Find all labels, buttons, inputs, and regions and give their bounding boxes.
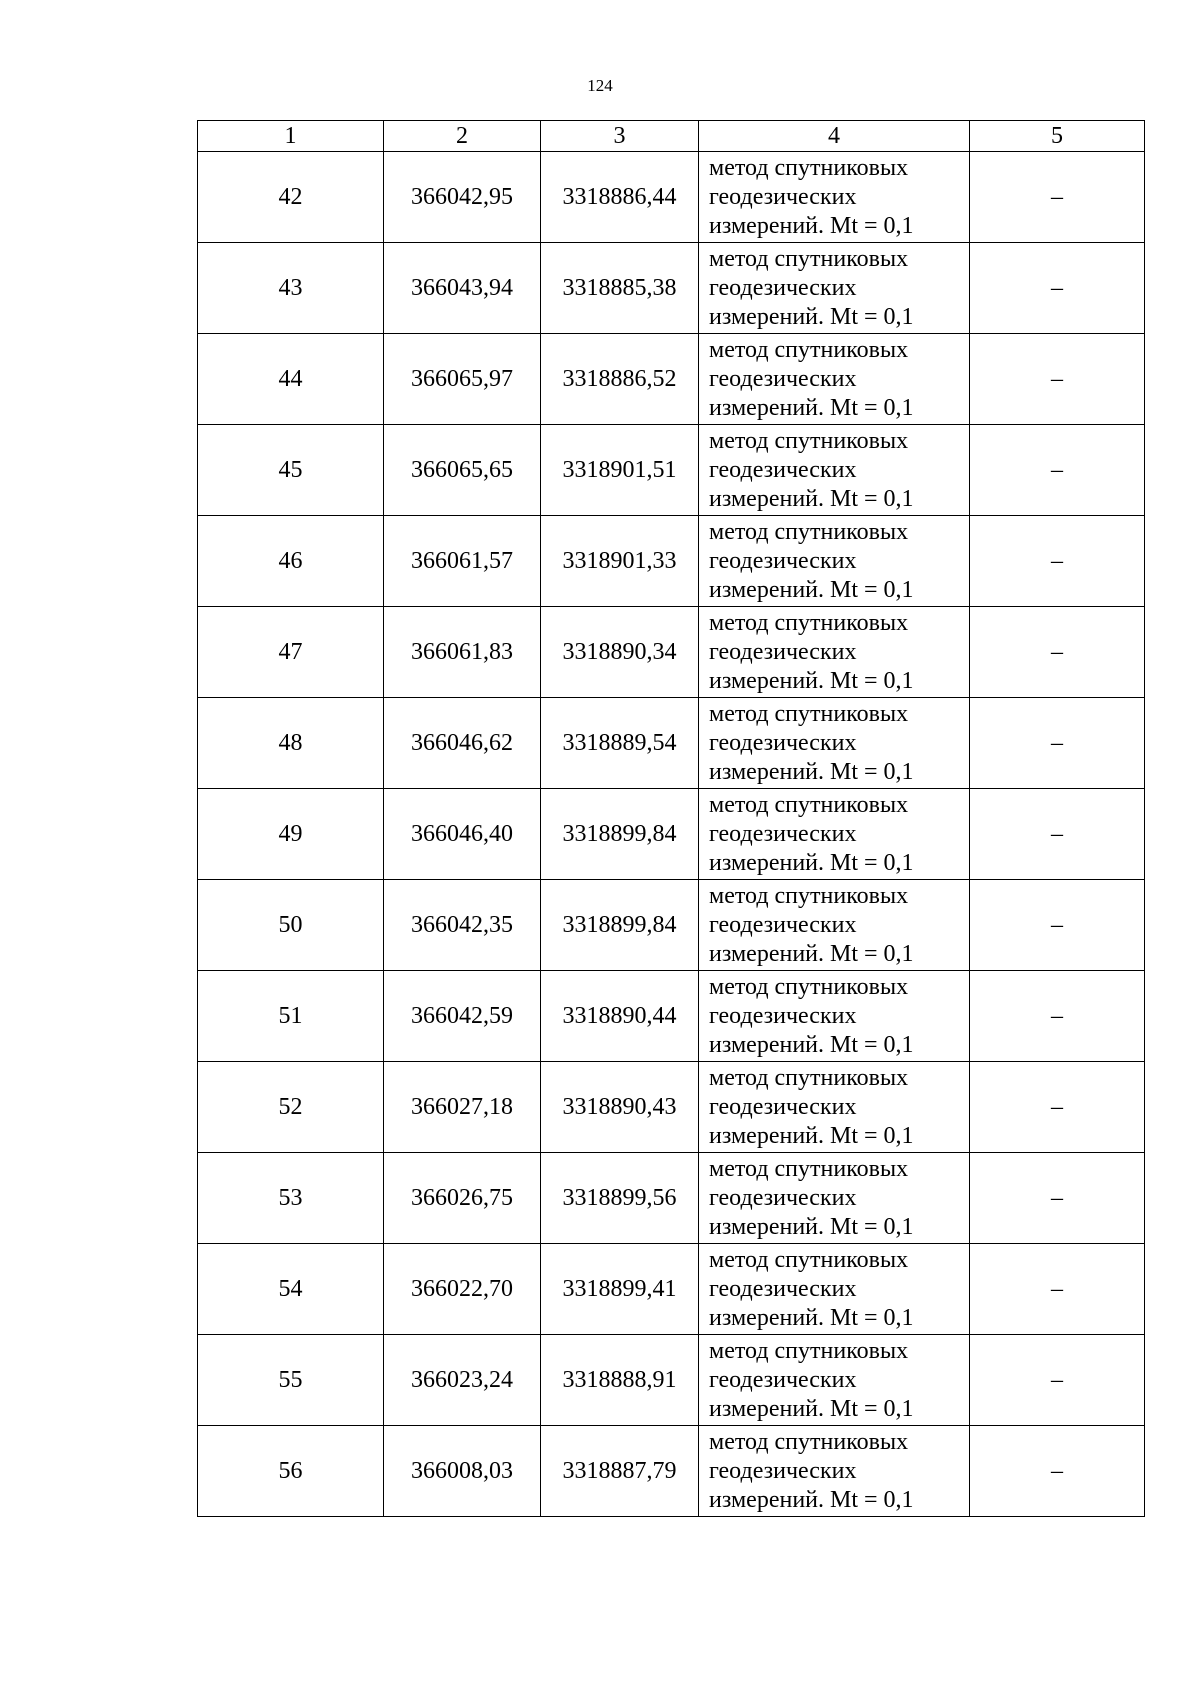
y-coordinate-cell: 3318886,44 [541,152,699,243]
y-coordinate-cell: 3318889,54 [541,698,699,789]
y-coordinate-cell: 3318899,41 [541,1244,699,1335]
table-row [198,1153,1145,1244]
header-cell-5: 5 [970,121,1145,152]
method-text-line: геодезических [709,820,857,847]
point-number-cell: 45 [198,425,384,516]
y-coordinate-cell: 3318899,84 [541,880,699,971]
y-coordinate-cell: 3318887,79 [541,1426,699,1517]
table-row [198,425,1145,516]
y-coordinate-cell: 3318899,84 [541,789,699,880]
method-text-line: геодезических [709,365,857,392]
y-coordinate-cell: 3318901,33 [541,516,699,607]
table-row [198,516,1145,607]
method-text-line: измерений. Mt = 0,1 [709,667,914,694]
method-text-line: метод спутниковых [709,336,909,363]
x-coordinate-cell: 366043,94 [384,243,541,334]
method-text-line: измерений. Mt = 0,1 [709,303,914,330]
y-coordinate-cell: 3318890,34 [541,607,699,698]
x-coordinate-cell: 366061,57 [384,516,541,607]
note-cell: – [970,516,1145,607]
x-coordinate-cell: 366026,75 [384,1153,541,1244]
method-text-line: измерений. Mt = 0,1 [709,212,914,239]
header-cell-3: 3 [541,121,699,152]
method-text-line: измерений. Mt = 0,1 [709,758,914,785]
point-number-cell: 49 [198,789,384,880]
note-cell: – [970,1062,1145,1153]
y-coordinate-cell: 3318886,52 [541,334,699,425]
method-text-line: измерений. Mt = 0,1 [709,1031,914,1058]
note-cell: – [970,1244,1145,1335]
method-text-line: метод спутниковых [709,1337,909,1364]
point-number-cell: 55 [198,1335,384,1426]
method-text-line: метод спутниковых [709,245,909,272]
note-cell: – [970,880,1145,971]
method-cell [699,516,970,607]
method-text-line: метод спутниковых [709,1428,909,1455]
x-coordinate-cell: 366022,70 [384,1244,541,1335]
table-row [198,152,1145,243]
coordinates-table [197,120,1145,1517]
y-coordinate-cell: 3318890,43 [541,1062,699,1153]
method-text-line: измерений. Mt = 0,1 [709,1304,914,1331]
method-text-line: геодезических [709,1457,857,1484]
method-text-line: измерений. Mt = 0,1 [709,576,914,603]
x-coordinate-cell: 366042,95 [384,152,541,243]
method-text-line: измерений. Mt = 0,1 [709,849,914,876]
point-number-cell: 54 [198,1244,384,1335]
method-cell [699,698,970,789]
table-body [198,152,1145,1517]
header-cell-2: 2 [384,121,541,152]
x-coordinate-cell: 366046,62 [384,698,541,789]
x-coordinate-cell: 366023,24 [384,1335,541,1426]
table-row [198,334,1145,425]
method-cell [699,425,970,516]
x-coordinate-cell: 366061,83 [384,607,541,698]
point-number-cell: 43 [198,243,384,334]
note-cell: – [970,1335,1145,1426]
y-coordinate-cell: 3318901,51 [541,425,699,516]
method-cell [699,152,970,243]
method-text-line: измерений. Mt = 0,1 [709,485,914,512]
x-coordinate-cell: 366042,59 [384,971,541,1062]
method-cell [699,971,970,1062]
method-text-line: измерений. Mt = 0,1 [709,1213,914,1240]
note-cell: – [970,698,1145,789]
point-number-cell: 42 [198,152,384,243]
note-cell: – [970,334,1145,425]
point-number-cell: 48 [198,698,384,789]
note-cell: – [970,1153,1145,1244]
method-text-line: метод спутниковых [709,518,909,545]
method-text-line: измерений. Mt = 0,1 [709,394,914,421]
table-row [198,1335,1145,1426]
x-coordinate-cell: 366027,18 [384,1062,541,1153]
method-text-line: геодезических [709,1184,857,1211]
method-text-line: геодезических [709,638,857,665]
method-cell [699,1062,970,1153]
header-cell-1: 1 [198,121,384,152]
table-row [198,243,1145,334]
method-text-line: геодезических [709,1366,857,1393]
method-text-line: метод спутниковых [709,609,909,636]
method-text-line: метод спутниковых [709,700,909,727]
method-text-line: метод спутниковых [709,1155,909,1182]
point-number-cell: 51 [198,971,384,1062]
note-cell: – [970,152,1145,243]
note-cell: – [970,789,1145,880]
method-cell [699,243,970,334]
x-coordinate-cell: 366042,35 [384,880,541,971]
method-text-line: геодезических [709,183,857,210]
point-number-cell: 44 [198,334,384,425]
note-cell: – [970,607,1145,698]
y-coordinate-cell: 3318890,44 [541,971,699,1062]
table-row [198,1062,1145,1153]
method-text-line: метод спутниковых [709,1246,909,1273]
method-text-line: измерений. Mt = 0,1 [709,1122,914,1149]
method-text-line: измерений. Mt = 0,1 [709,940,914,967]
method-text-line: геодезических [709,1275,857,1302]
method-text-line: метод спутниковых [709,1064,909,1091]
method-text-line: измерений. Mt = 0,1 [709,1486,914,1513]
method-text-line: геодезических [709,456,857,483]
method-cell [699,880,970,971]
page-number: 124 [587,76,613,95]
y-coordinate-cell: 3318899,56 [541,1153,699,1244]
method-text-line: измерений. Mt = 0,1 [709,1395,914,1422]
method-cell [699,607,970,698]
x-coordinate-cell: 366065,65 [384,425,541,516]
note-cell: – [970,425,1145,516]
y-coordinate-cell: 3318888,91 [541,1335,699,1426]
method-text-line: метод спутниковых [709,427,909,454]
table-row [198,880,1145,971]
method-cell [699,334,970,425]
note-cell: – [970,971,1145,1062]
method-cell [699,789,970,880]
note-cell: – [970,1426,1145,1517]
table-row [198,698,1145,789]
table-row [198,607,1145,698]
method-cell [699,1335,970,1426]
method-text-line: геодезических [709,547,857,574]
point-number-cell: 46 [198,516,384,607]
header-cell-4: 4 [699,121,970,152]
method-cell [699,1153,970,1244]
table-row [198,1244,1145,1335]
point-number-cell: 53 [198,1153,384,1244]
method-text-line: метод спутниковых [709,973,909,1000]
method-text-line: геодезических [709,911,857,938]
note-cell: – [970,243,1145,334]
method-text-line: геодезических [709,1093,857,1120]
point-number-cell: 52 [198,1062,384,1153]
method-cell [699,1244,970,1335]
method-text-line: метод спутниковых [709,154,909,181]
header-row [198,121,1145,152]
point-number-cell: 47 [198,607,384,698]
point-number-cell: 56 [198,1426,384,1517]
method-cell [699,1426,970,1517]
table-row [198,1426,1145,1517]
point-number-cell: 50 [198,880,384,971]
method-text-line: геодезических [709,1002,857,1029]
y-coordinate-cell: 3318885,38 [541,243,699,334]
x-coordinate-cell: 366046,40 [384,789,541,880]
table-row [198,971,1145,1062]
method-text-line: геодезических [709,729,857,756]
table-header [198,121,1145,152]
method-text-line: геодезических [709,274,857,301]
method-text-line: метод спутниковых [709,882,909,909]
x-coordinate-cell: 366008,03 [384,1426,541,1517]
x-coordinate-cell: 366065,97 [384,334,541,425]
table-row [198,789,1145,880]
method-text-line: метод спутниковых [709,791,909,818]
